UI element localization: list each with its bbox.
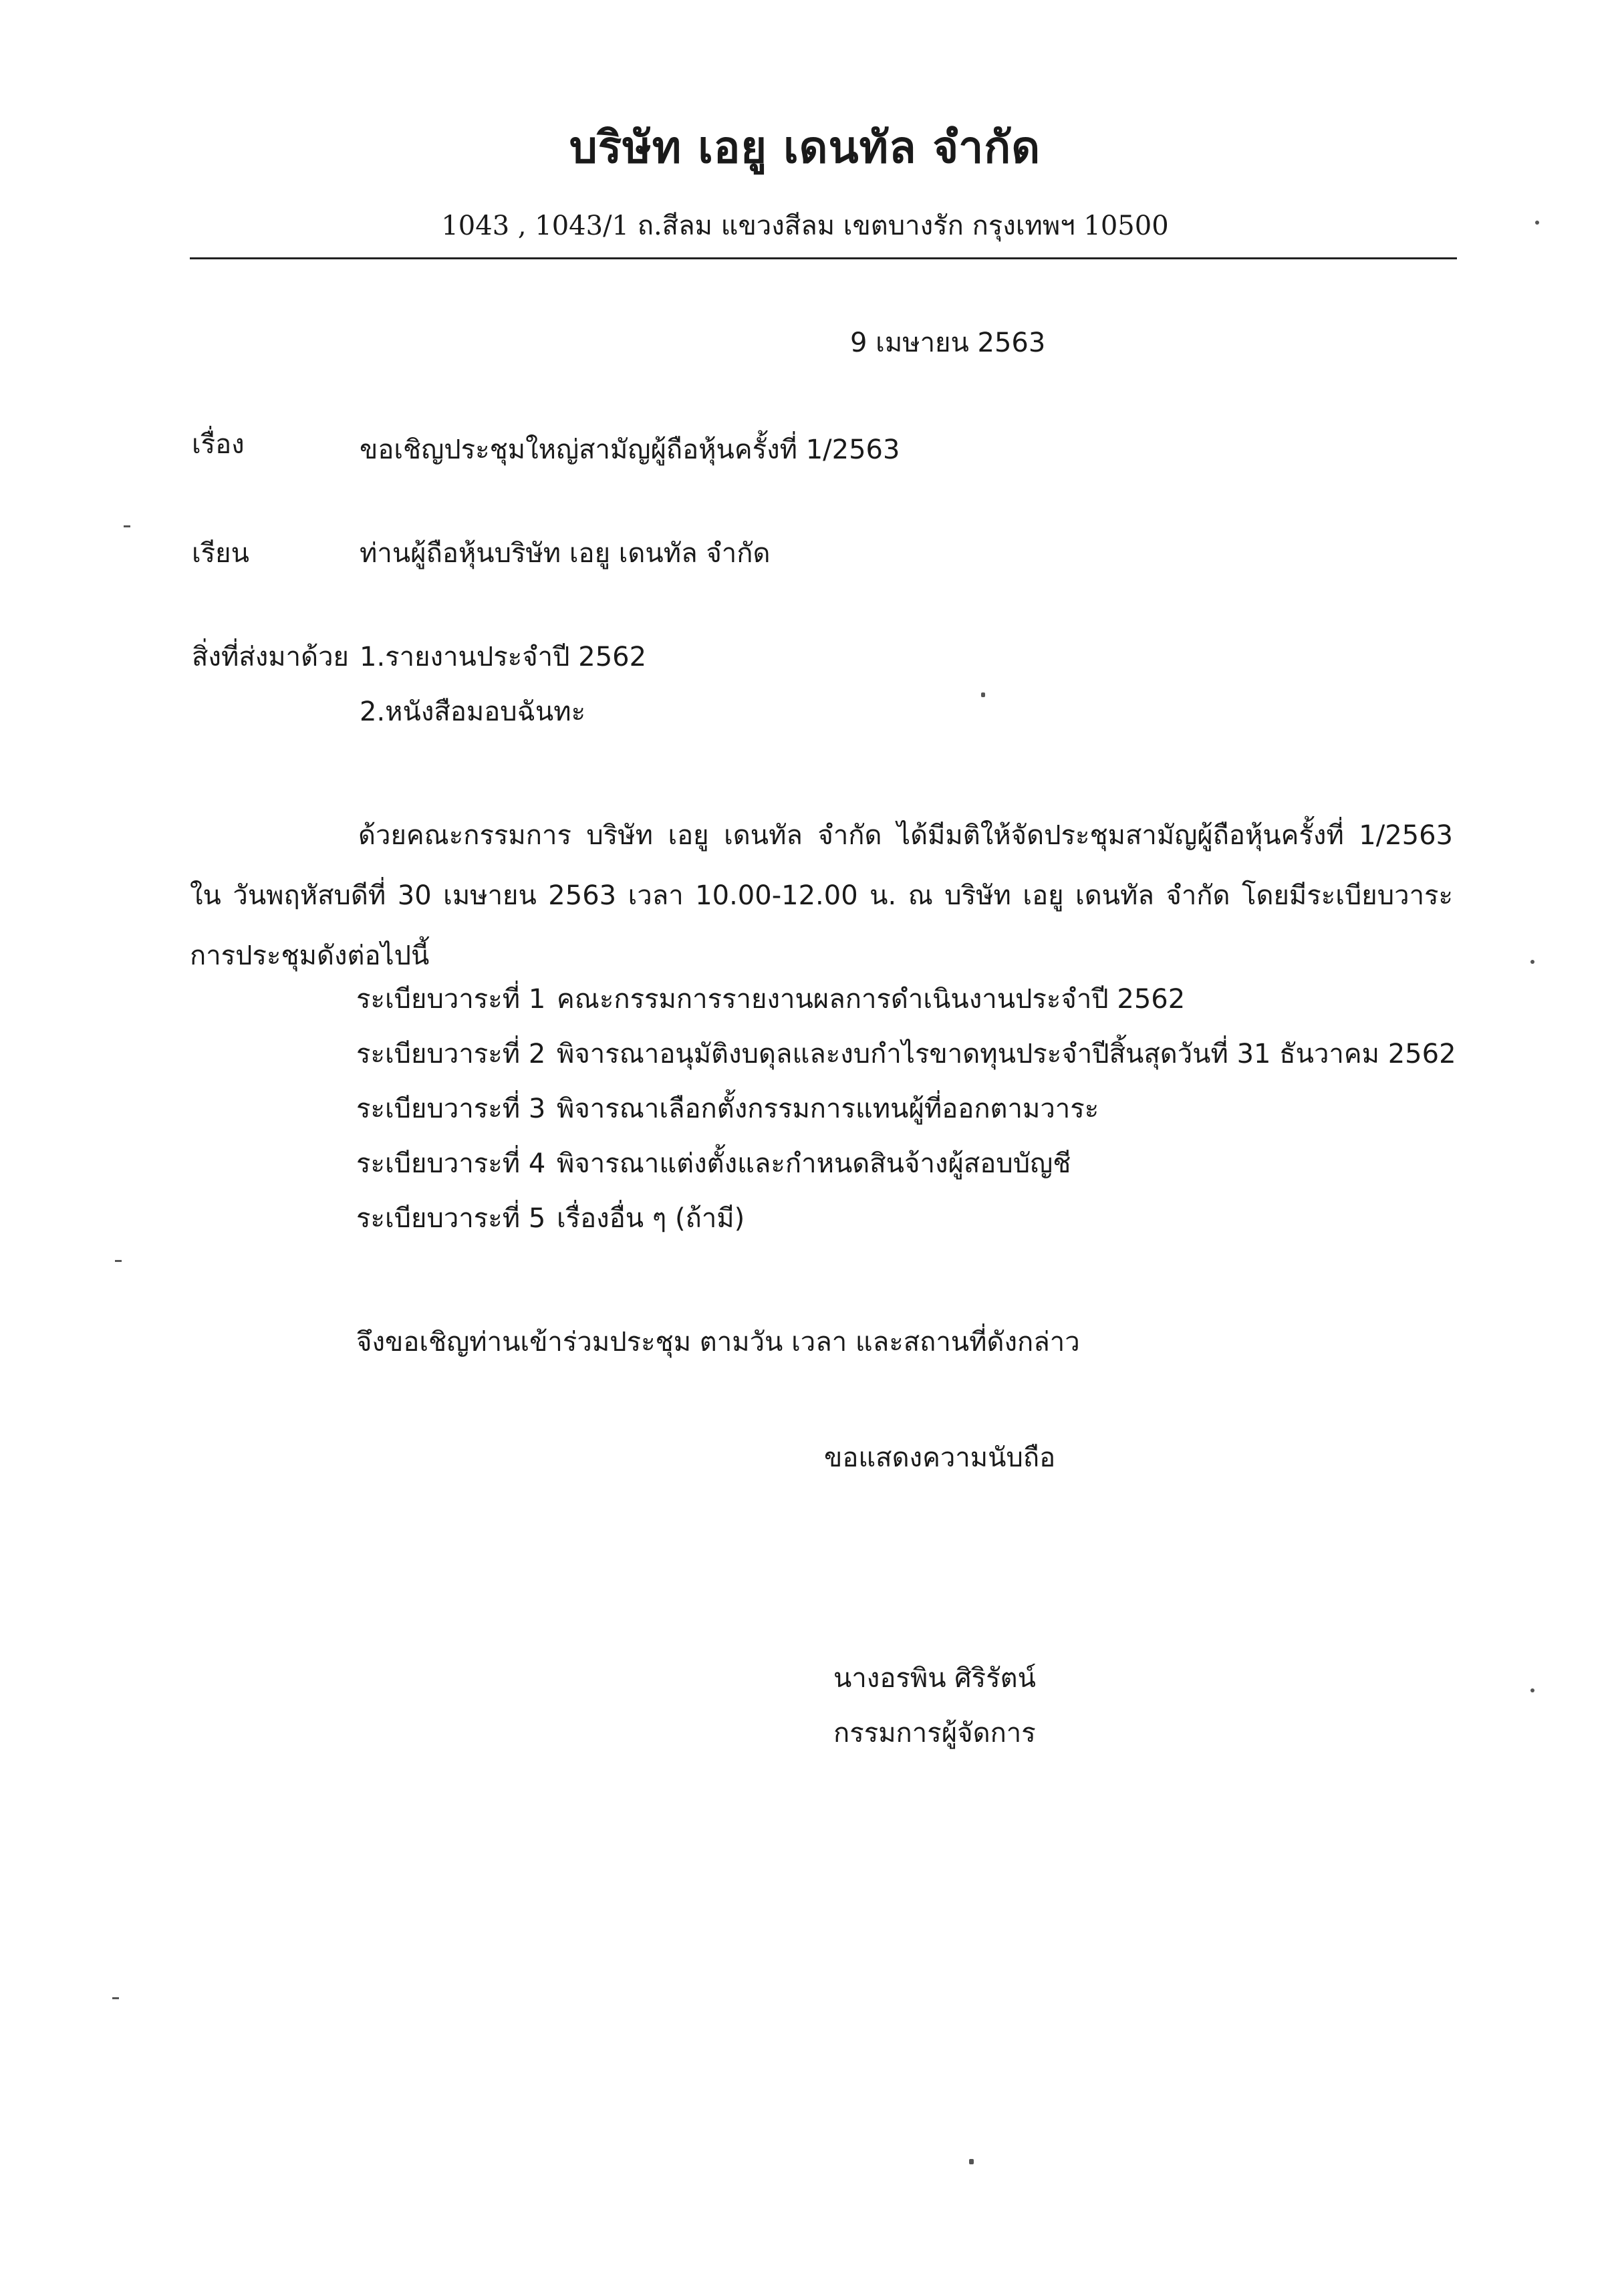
subject-label: เรื่อง bbox=[192, 429, 245, 460]
agenda-item bbox=[356, 1196, 1456, 1251]
recipient-label: เรียน bbox=[192, 538, 249, 569]
regards-line: ขอแสดงความนับถือ bbox=[824, 1442, 1056, 1473]
agenda-item bbox=[356, 977, 1456, 1032]
agenda-text: พิจารณาเลือกตั้งกรรมการแทนผู้ที่ออกตามวาระ bbox=[557, 1094, 1099, 1124]
agenda-number: ระเบียบวาระที่ 3 bbox=[356, 1094, 546, 1124]
closing-invitation: จึงขอเชิญท่านเข้าร่วมประชุม ตามวัน เวลา และสถานที่ดังกล่าว bbox=[356, 1327, 1080, 1358]
agenda-number: ระเบียบวาระที่ 5 bbox=[356, 1203, 546, 1234]
letterhead-divider bbox=[190, 257, 1457, 259]
scan-speck bbox=[969, 2159, 974, 2164]
agenda-text: พิจารณาแต่งตั้งและกำหนดสินจ้างผู้สอบบัญชี bbox=[557, 1148, 1071, 1179]
agenda-text: พิจารณาอนุมัติงบดุลและงบกำไรขาดทุนประจำปีสิ้นสุดวันที่ 31 ธันวาคม 2562 bbox=[557, 1039, 1456, 1069]
scan-speck bbox=[1530, 1688, 1534, 1692]
scan-speck bbox=[981, 692, 985, 697]
agenda-text: คณะกรรมการรายงานผลการดำเนินงานประจำปี 2562 bbox=[557, 984, 1186, 1015]
enclosure-item: 2.หนังสือมอบฉันทะ bbox=[360, 696, 586, 727]
agenda-item bbox=[356, 1087, 1456, 1142]
signatory-name: นางอรพิน ศิริรัตน์ bbox=[833, 1663, 1036, 1694]
subject-value: ขอเชิญประชุมใหญ่สามัญผู้ถือหุ้นครั้งที่ 1/2563 bbox=[360, 434, 900, 465]
company-address: 1043 , 1043/1 ถ.สีลม แขวงสีลม เขตบางรัก กรุงเทพฯ 10500 bbox=[441, 211, 1169, 241]
agenda-text: เรื่องอื่น ๆ (ถ้ามี) bbox=[557, 1203, 745, 1234]
signatory-title: กรรมการผู้จัดการ bbox=[833, 1718, 1036, 1749]
company-name: บริษัท เอยู เดนทัล จำกัด bbox=[569, 122, 1041, 173]
scan-speck bbox=[124, 525, 130, 527]
scan-speck bbox=[112, 1997, 119, 1999]
agenda-list bbox=[356, 977, 1456, 1251]
agenda-number: ระเบียบวาระที่ 2 bbox=[356, 1039, 546, 1069]
body-paragraph: ด้วยคณะกรรมการ บริษัท เอยู เดนทัล จำกัด ได้มีมติให้จัดประชุมสามัญผู้ถือหุ้นครั้งที่ 1/2563 ใน วันพฤหัสบดีที่ 30 เมษายน 2563 เวลา 10.00-12.00 น. ณ บริษัท เอยู เดนทัล จำกัด โดยมีระเบียบวาระการประชุมดังต่อไปนี้ bbox=[190, 820, 1453, 971]
agenda-item bbox=[356, 1142, 1456, 1196]
agenda-item bbox=[356, 1032, 1456, 1087]
recipient-value: ท่านผู้ถือหุ้นบริษัท เอยู เดนทัล จำกัด bbox=[360, 538, 771, 569]
scan-speck bbox=[1530, 960, 1534, 964]
agenda-number: ระเบียบวาระที่ 4 bbox=[356, 1148, 546, 1179]
scan-speck bbox=[115, 1260, 122, 1262]
letter-date: 9 เมษายน 2563 bbox=[850, 328, 1046, 358]
enclosure-item: 1.รายงานประจำปี 2562 bbox=[360, 642, 647, 672]
agenda-number: ระเบียบวาระที่ 1 bbox=[356, 984, 546, 1015]
enclosures-label: สิ่งที่ส่งมาด้วย bbox=[192, 642, 349, 672]
scan-speck bbox=[1535, 221, 1539, 225]
